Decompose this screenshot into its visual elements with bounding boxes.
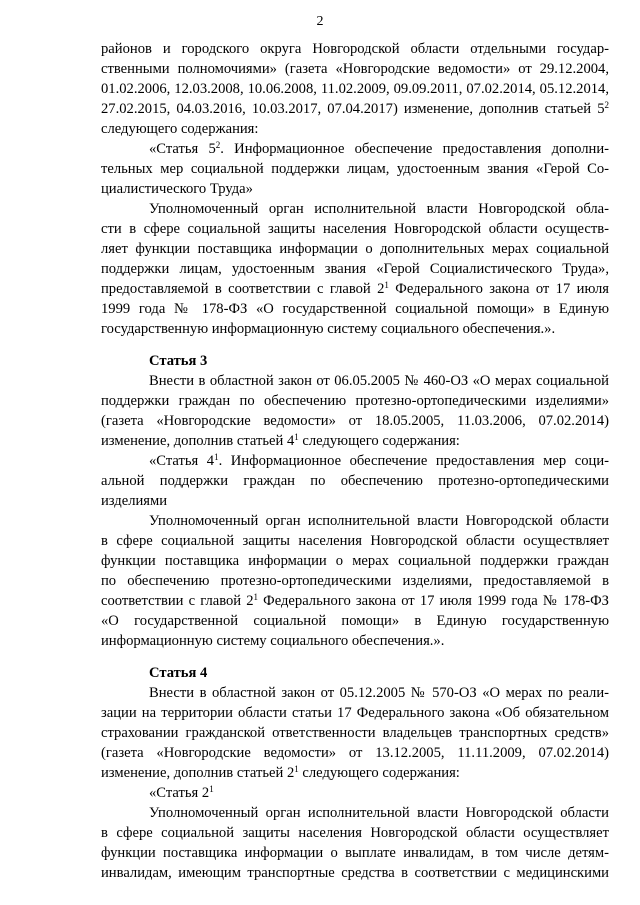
text-line — [101, 824, 609, 842]
page-number: 2 — [316, 14, 324, 29]
line-text: 27.02.2015, 04.03.2016, 10.03.2017, 07.04.2017) изменение, дополнив статьей 5 — [101, 101, 605, 117]
line-text: «Статья 2 — [149, 785, 210, 801]
line-text: следующего содержания: — [101, 121, 259, 137]
line-text-continued: . Информационное обеспечение предоставления мер соци- — [218, 453, 609, 469]
text-line — [101, 572, 609, 590]
line-text-continued: Федерального закона от 17 июля — [388, 281, 609, 297]
line-text: инвалидам, имеющим транспортные средства в соответствии с медицинскими — [101, 865, 609, 881]
superscript: 2 — [604, 100, 609, 110]
line-text: 1999 года № 178-ФЗ «О государственной социальной помощи» в Единую — [101, 301, 609, 317]
text-line — [101, 240, 609, 258]
line-text-continued: следующего содержания: — [298, 433, 460, 449]
line-text-continued: . Информационное обеспечение предоставления дополни- — [220, 141, 610, 157]
line-text: соответствии с главой 2 — [101, 593, 254, 609]
article-heading — [149, 664, 349, 682]
line-text: «О государственной социальной помощи» в Единую государственную — [101, 613, 609, 629]
line-text: по обеспечению протезно-ортопедическими изделиями, предоставляемой в — [101, 573, 609, 589]
text-line — [101, 40, 609, 58]
text-line — [101, 592, 609, 610]
superscript: 1 — [253, 592, 259, 602]
line-text-continued: следующего содержания: — [298, 765, 460, 781]
line-text: сти в сфере социальной защиты населения Новгородской области осуществ- — [101, 221, 609, 237]
text-line — [149, 452, 609, 470]
text-line — [101, 724, 609, 742]
line-text: районов и городского округа Новгородской области отдельными государ- — [101, 41, 609, 57]
superscript: 1 — [384, 280, 389, 290]
text-line — [101, 60, 609, 78]
line-text: Уполномоченный орган исполнительной власти Новгородской области — [149, 805, 609, 821]
line-text: циалистического Труда» — [101, 181, 253, 197]
line-text: государственную информационную систему социального обеспечения.». — [101, 321, 556, 337]
text-line — [101, 320, 609, 338]
line-text: Внести в областной закон от 05.12.2005 № 570-ОЗ «О мерах по реали- — [149, 685, 609, 701]
text-line — [101, 632, 609, 650]
line-text: поддержки лицам, удостоенным звания «Герой Социалистического Труда», — [101, 261, 609, 277]
superscript: 2 — [215, 140, 221, 150]
text-line — [149, 784, 609, 802]
superscript: 1 — [294, 764, 299, 774]
line-text: информационную систему социального обеспечения.». — [101, 633, 445, 649]
line-text: 01.02.2006, 12.03.2008, 10.06.2008, 11.02.2009, 09.09.2011, 07.02.2014, 05.12.2014, — [101, 81, 609, 97]
text-line — [101, 120, 609, 138]
text-line — [101, 764, 609, 782]
line-text: Уполномоченный орган исполнительной власти Новгородской области — [149, 513, 609, 529]
text-line — [101, 432, 609, 450]
text-line — [101, 80, 609, 98]
line-text: ляет функции поставщика информации о дополнительных мерах социальной — [101, 241, 609, 257]
text-line — [101, 392, 609, 410]
line-text: «Статья 4 — [149, 453, 215, 469]
line-text: (газета «Новгородские ведомости» от 18.05.2005, 11.03.2006, 07.02.2014) — [101, 413, 609, 429]
text-line — [101, 300, 609, 318]
line-text: Уполномоченный орган исполнительной власти Новгородской обла- — [149, 201, 609, 217]
text-line — [149, 372, 609, 390]
superscript: 1 — [214, 452, 219, 462]
line-text: альной поддержки граждан по обеспечению протезно-ортопедическими — [101, 473, 609, 489]
text-line — [101, 180, 609, 198]
line-text: поддержки граждан по обеспечению протезно-ортопедическими изделиями» — [101, 393, 609, 409]
line-text: «Статья 5 — [149, 141, 216, 157]
text-line — [149, 804, 609, 822]
text-line — [101, 612, 609, 630]
line-text: Внести в областной закон от 06.05.2005 № 460-ОЗ «О мерах социальной — [149, 373, 609, 389]
text-line — [149, 200, 609, 218]
text-line — [101, 864, 609, 882]
line-text: зации на территории области статьи 17 Федерального закона «Об обязательном — [101, 705, 609, 721]
text-line — [149, 140, 609, 158]
text-line — [101, 552, 609, 570]
line-text: функции поставщика информации о выплате инвалидам, в том числе детям- — [101, 845, 609, 861]
line-text: предоставляемой в соответствии с главой 2 — [101, 281, 385, 297]
line-text: изменение, дополнив статьей 4 — [101, 433, 295, 449]
line-text: функции поставщика информации о мерах социальной поддержки граждан — [101, 553, 609, 569]
line-text: Статья 4 — [149, 665, 208, 681]
superscript: 1 — [294, 432, 299, 442]
line-text: изменение, дополнив статьей 2 — [101, 765, 295, 781]
text-line — [149, 684, 609, 702]
text-line — [101, 160, 609, 178]
superscript: 1 — [209, 784, 214, 794]
text-line — [101, 844, 609, 862]
line-text: тельных мер социальной поддержки лицам, удостоенным звания «Герой Со- — [101, 161, 609, 177]
line-text: Статья 3 — [149, 353, 208, 369]
text-line — [101, 280, 609, 298]
text-line — [101, 532, 609, 550]
line-text-continued: Федерального закона от 17 июля 1999 года № 178-ФЗ — [258, 593, 609, 609]
text-line — [101, 220, 609, 238]
text-line — [101, 412, 609, 430]
line-text: страховании гражданской ответственности владельцев транспортных средств» — [101, 725, 609, 741]
text-line — [149, 512, 609, 530]
text-line — [101, 744, 609, 762]
line-text: (газета «Новгородские ведомости» от 13.12.2005, 11.11.2009, 07.02.2014) — [101, 745, 609, 761]
line-text: изделиями — [101, 493, 168, 509]
line-text: в сфере социальной защиты населения Новгородской области осуществляет — [101, 533, 609, 549]
text-line — [101, 100, 609, 118]
text-line — [101, 492, 609, 510]
line-text: ственными полномочиями» (газета «Новгородские ведомости» от 29.12.2004, — [101, 61, 609, 77]
line-text: в сфере социальной защиты населения Новгородской области осуществляет — [101, 825, 609, 841]
article-heading — [149, 352, 349, 370]
text-line — [101, 704, 609, 722]
text-line — [101, 472, 609, 490]
text-line — [101, 260, 609, 278]
